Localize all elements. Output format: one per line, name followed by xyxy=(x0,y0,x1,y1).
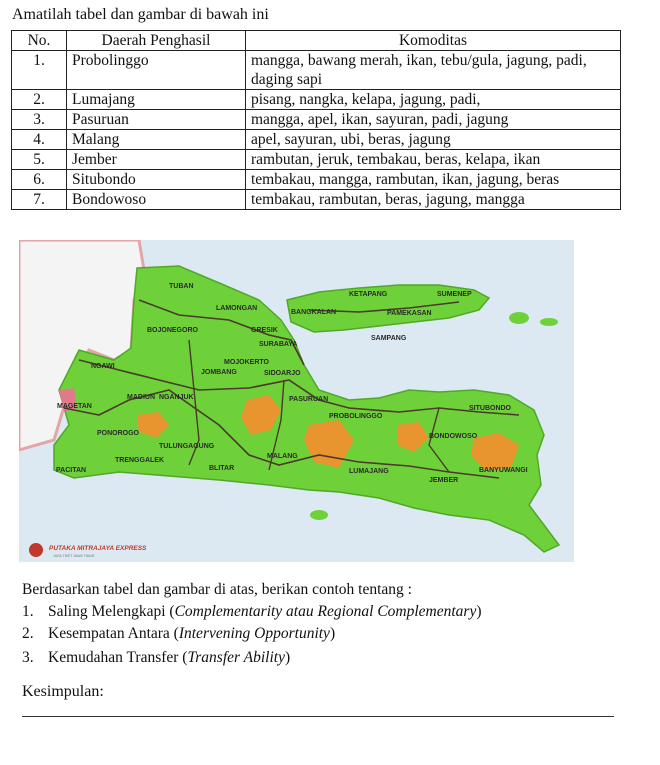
cell-daerah: Malang xyxy=(67,130,246,150)
map-label: PACITAN xyxy=(56,467,87,474)
header-no: No. xyxy=(12,31,67,51)
map-island xyxy=(509,312,529,324)
header-daerah: Daerah Penghasil xyxy=(67,31,246,51)
question-number: 2. xyxy=(22,625,34,642)
cell-komoditas: tembakau, mangga, rambutan, ikan, jagung, beras xyxy=(246,170,621,190)
conclusion-label: Kesimpulan: xyxy=(22,683,104,700)
table-row xyxy=(12,110,621,130)
question-term-italic: Intervening Opportunity xyxy=(178,625,330,642)
map-label: TUBAN xyxy=(169,283,194,290)
map-label: NGAWI xyxy=(91,363,115,370)
map-label: MALANG xyxy=(267,453,298,460)
question-lead: Berdasarkan tabel dan gambar di atas, berikan contoh tentang : xyxy=(22,581,412,598)
map-label: SIDOARJO xyxy=(264,370,301,377)
cell-komoditas: tembakau, rambutan, beras, jagung, mangga xyxy=(246,190,621,210)
map-label: PONOROGO xyxy=(97,430,140,437)
question-item xyxy=(22,602,482,622)
map-label: SURABAYA xyxy=(259,341,298,348)
map-label: NGANJUK xyxy=(159,394,194,401)
map-label: SUMENEP xyxy=(437,291,472,298)
question-term-italic: Complementarity atau Regional Complementary xyxy=(174,603,477,620)
map-label: TRENGGALEK xyxy=(115,457,164,464)
cell-komoditas: mangga, bawang merah, ikan, tebu/gula, jagung, padi, daging sapi xyxy=(246,51,621,90)
question-text: Saling Melengkapi ( xyxy=(48,603,175,620)
map-label: PASURUAN xyxy=(289,396,329,403)
table-row xyxy=(12,90,621,110)
cell-no: 4. xyxy=(12,130,67,150)
map-island xyxy=(310,510,328,520)
map-label: KETAPANG xyxy=(349,291,388,298)
cell-daerah: Jember xyxy=(67,150,246,170)
header-komoditas: Komoditas xyxy=(246,31,621,51)
question-list xyxy=(22,602,482,668)
publisher-logo-icon xyxy=(29,543,43,557)
cell-daerah: Situbondo xyxy=(67,170,246,190)
question-text: Kemudahan Transfer ( xyxy=(48,649,188,666)
cell-komoditas: mangga, apel, ikan, sayuran, padi, jagung xyxy=(246,110,621,130)
cell-daerah: Bondowoso xyxy=(67,190,246,210)
map-label: MOJOKERTO xyxy=(224,359,269,366)
cell-no: 3. xyxy=(12,110,67,130)
question-close: ) xyxy=(476,603,482,620)
map-label: BOJONEGORO xyxy=(147,327,198,334)
table-header-row xyxy=(12,31,621,51)
map-label: LAMONGAN xyxy=(216,305,258,312)
east-java-map xyxy=(19,240,574,562)
question-item xyxy=(22,648,482,668)
map-label: BANYUWANGI xyxy=(479,467,528,474)
map-label: TULUNGAGUNG xyxy=(159,443,215,450)
question-number: 3. xyxy=(22,649,34,666)
publisher-logo-text: PUTAKA MITRAJAYA EXPRESS xyxy=(49,545,147,552)
cell-daerah: Probolinggo xyxy=(67,51,246,90)
map-label: SITUBONDO xyxy=(469,405,511,412)
question-close: ) xyxy=(284,649,291,666)
cell-komoditas: rambutan, jeruk, tembakau, beras, kelapa, ikan xyxy=(246,150,621,170)
map-label: GRESIK xyxy=(251,327,278,334)
map-label: PROBOLINGGO xyxy=(329,413,383,420)
publisher-logo-subtext: JASA TIKET JAWA TIMUR xyxy=(53,554,95,558)
map-label: BLITAR xyxy=(209,465,235,472)
cell-no: 7. xyxy=(12,190,67,210)
table-row xyxy=(12,130,621,150)
answer-line xyxy=(22,716,614,717)
cell-daerah: Pasuruan xyxy=(67,110,246,130)
table-row xyxy=(12,150,621,170)
cell-no: 5. xyxy=(12,150,67,170)
map-label: PAMEKASAN xyxy=(387,310,432,317)
map-label: LUMAJANG xyxy=(349,468,389,475)
question-item xyxy=(22,624,482,644)
question-number: 1. xyxy=(22,603,34,620)
map-label: BANGKALAN xyxy=(291,309,337,316)
cell-daerah: Lumajang xyxy=(67,90,246,110)
commodity-table xyxy=(11,30,621,210)
table-row xyxy=(12,190,621,210)
cell-no: 2. xyxy=(12,90,67,110)
map-label: BONDOWOSO xyxy=(429,433,478,440)
question-text: Kesempatan Antara ( xyxy=(48,625,179,642)
cell-no: 6. xyxy=(12,170,67,190)
cell-komoditas: pisang, nangka, kelapa, jagung, padi, xyxy=(246,90,621,110)
intro-text: Amatilah tabel dan gambar di bawah ini xyxy=(12,6,269,23)
table-row xyxy=(12,170,621,190)
map-label: SAMPANG xyxy=(371,335,407,342)
cell-no: 1. xyxy=(12,51,67,90)
question-block xyxy=(22,580,482,670)
map-label: JOMBANG xyxy=(201,369,237,376)
map-label: MADIUN xyxy=(127,394,155,401)
table-row xyxy=(12,51,621,90)
question-term-italic: Transfer Ability xyxy=(187,649,285,666)
cell-komoditas: apel, sayuran, ubi, beras, jagung xyxy=(246,130,621,150)
map-label: JEMBER xyxy=(429,477,459,484)
map-label: MAGETAN xyxy=(57,403,92,410)
question-close: ) xyxy=(329,625,336,642)
map-island xyxy=(540,318,558,326)
